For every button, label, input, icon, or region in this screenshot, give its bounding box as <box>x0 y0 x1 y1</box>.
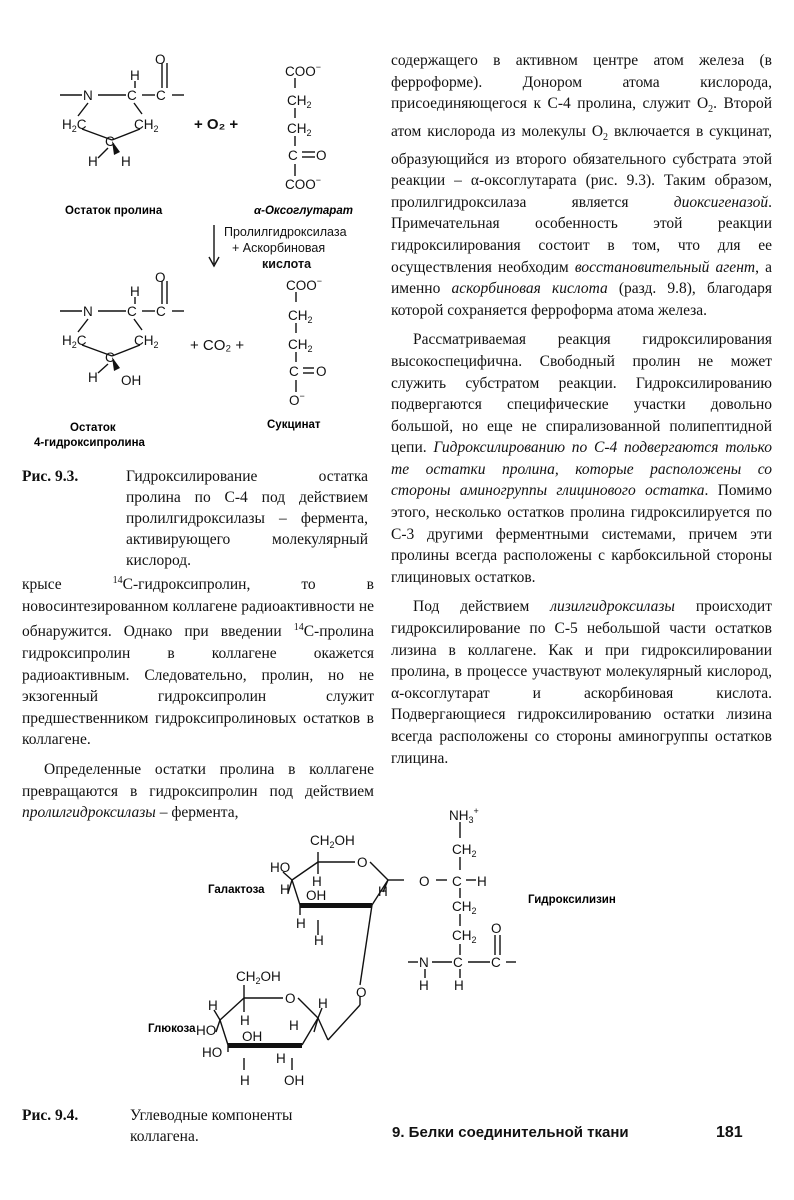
right-paragraph-2: Рассматриваемая реакция гидроксилирования высокоспецифична. Свободный пролин не может служить субстратом реакции. Гидроксилированию подвергаются специфические участки довольно большой, но еще не спирализованной полипептидной цепи. Гидроксилированию по С-4 подвергаются только те остатки пролина, которые расположены со стороны аминогруппы глицинового остатка. Помимо этого, несколько остатков пролина гидроксилируется по С-3 другими ферментными системами, причем эти пролины всегда расположены с карбоксильной стороны глициновых остатков. <box>391 331 772 586</box>
svg-text:N: N <box>83 88 93 103</box>
svg-text:N: N <box>419 955 429 970</box>
svg-text:O: O <box>419 874 430 889</box>
caption-text: Гидроксилирование остатка пролина по С-4 под действием пролилгидроксилазы – фермента, активирующего молекулярный кислород. <box>126 468 368 569</box>
svg-text:O: O <box>285 991 296 1006</box>
svg-text:H: H <box>121 154 131 169</box>
svg-text:C: C <box>156 88 166 103</box>
svg-text:C: C <box>288 148 298 163</box>
svg-text:CH2: $CH_2$ <box>288 337 313 354</box>
svg-text:H: H <box>280 882 290 897</box>
svg-text:HO: HO <box>270 860 291 875</box>
svg-text:CH2: $CH_2$ <box>288 308 313 325</box>
caption-label: Рис. 9.3. <box>22 468 79 485</box>
svg-text:C: C <box>127 304 137 319</box>
svg-text:H: H <box>314 933 324 948</box>
svg-text:CH2: $CH_2$ <box>287 121 312 138</box>
svg-text:H: H <box>130 68 140 83</box>
svg-text:OH: OH <box>242 1029 263 1044</box>
svg-text:O: O <box>316 364 327 379</box>
svg-text:H: H <box>312 874 322 889</box>
svg-text:OH: OH <box>121 373 142 388</box>
svg-text:H: H <box>477 874 487 889</box>
left-paragraph-2: Определенные остатки пролина в коллагене превращаются в гидроксипролин под действием пролилгидроксилазы – фермента, <box>22 761 374 822</box>
svg-text:CH2: $CH_2$ <box>134 333 159 350</box>
svg-text:O−: O− <box>289 391 305 408</box>
svg-text:H2C: $H_2C$ <box>62 117 87 134</box>
proline-label: Остаток пролина <box>65 205 163 217</box>
svg-text:H: H <box>419 978 429 993</box>
enzyme-line-1: Пролилгидроксилаза <box>224 225 347 239</box>
svg-text:H: H <box>240 1073 250 1088</box>
hydroxyproline-label-1: Остаток <box>70 422 116 434</box>
svg-text:C: C <box>105 134 115 149</box>
svg-text:H: H <box>208 998 218 1013</box>
svg-text:NH3+: $NH_3^+$ <box>449 806 479 825</box>
svg-text:H: H <box>130 284 140 299</box>
caption-label: Рис. 9.4. <box>22 1107 79 1124</box>
svg-text:O: O <box>155 270 166 285</box>
hydroxylysine-label: Гидроксилизин <box>528 894 616 906</box>
enzyme-line-3: кислота <box>262 257 312 271</box>
svg-text:CH2OH: $CH_2OH$ <box>236 969 281 986</box>
figure-9-3 <box>0 0 390 465</box>
chapter-title: 9. Белки соединительной ткани <box>392 1124 629 1141</box>
figure-9-3-caption <box>22 466 372 569</box>
svg-text:CH2: $CH_2$ <box>452 899 477 916</box>
svg-text:C: C <box>289 364 299 379</box>
svg-text:H: H <box>378 884 388 899</box>
svg-text:COO−: COO− <box>285 62 322 79</box>
svg-text:HO: HO <box>196 1023 217 1038</box>
figure-9-4 <box>0 795 794 1100</box>
svg-text:HO: HO <box>202 1045 223 1060</box>
svg-text:C: C <box>453 955 463 970</box>
svg-text:O: O <box>357 855 368 870</box>
oxoglutarate-label: α-Оксоглутарат <box>254 205 353 217</box>
svg-text:H: H <box>88 370 98 385</box>
svg-text:O: O <box>491 921 502 936</box>
enzyme-line-2: + Аскорбиновая <box>232 241 326 255</box>
svg-text:C: C <box>452 874 462 889</box>
svg-text:H: H <box>296 916 306 931</box>
left-column <box>22 570 374 832</box>
svg-text:H: H <box>240 1013 250 1028</box>
svg-text:C: C <box>156 304 166 319</box>
figure-9-4-caption <box>22 1105 362 1155</box>
galactose-label: Галактоза <box>208 884 265 896</box>
hydroxyproline-label-2: 4-гидроксипролина <box>34 437 145 449</box>
svg-text:H: H <box>276 1051 286 1066</box>
svg-text:O: O <box>356 985 367 1000</box>
svg-text:C: C <box>491 955 501 970</box>
svg-text:H: H <box>88 154 98 169</box>
svg-text:O: O <box>155 52 166 67</box>
svg-text:O: O <box>316 148 327 163</box>
left-paragraph-1: крысе $^{14}$С-гидроксипролин, то в новосинтезированном коллагене радиоактивности не обнаружится. Однако при введении $^{14}$С-пролина гидроксипролин в коллагене окажется радиоактивным. Следовательно, пролин, но не экзогенный гидроксипролин служит предшественником гидроксипролиновых остатков в коллагене. <box>22 575 374 749</box>
svg-text:CH2OH: $CH_2OH$ <box>310 833 355 850</box>
plus-co2: + CO₂ + <box>190 337 245 354</box>
plus-o2: + O₂ + <box>194 116 239 133</box>
svg-text:OH: OH <box>284 1073 305 1088</box>
right-paragraph-3: Под действием лизилгидроксилазы происходит гидроксилирование по С-5 небольшой части остатков лизина в коллагене. Как и при гидроксилировании пролина, в процессе участвуют молекулярный кислород, α-оксоглутарат и аскорбиновая кислота. Подвергающиеся гидроксилированию остатки лизина всегда расположены со стороны аминогруппы остатков глицина. <box>391 598 772 767</box>
svg-text:CH2: $CH_2$ <box>452 842 477 859</box>
page-number: 181 <box>716 1124 743 1141</box>
svg-text:CH2: $CH_2$ <box>287 93 312 110</box>
svg-text:C: C <box>105 350 115 365</box>
svg-text:CH2: $CH_2$ <box>134 117 159 134</box>
right-column <box>391 50 772 777</box>
svg-text:H2C: $H_2C$ <box>62 333 87 350</box>
right-paragraph-1: содержащего в активном центре атом железа (в ферроформе). Донором атома кислорода, присоединяющегося к С-4 пролина, служит $О_2$. Второй атом кислорода из молекулы $О_2$ включается в сукцинат, образующийся из второго обязательного субстрата этой реакции – α-оксоглутарата (рис. 9.3). Таким образом, пролилгидроксилаза является диоксигеназой. Примечательная особенность этой реакции гидроксилирования состоит в том, что для ее осуществления необходим восстановительный агент, а именно аскорбиновая кислота (разд. 9.8), благодаря которой сохраняется ферроформа атома железа. <box>391 52 772 319</box>
svg-text:OH: OH <box>306 888 327 903</box>
svg-text:CH2: $CH_2$ <box>452 928 477 945</box>
svg-text:H: H <box>454 978 464 993</box>
svg-text:H: H <box>318 996 328 1011</box>
caption-text: Углеводные компоненты коллагена. <box>130 1107 293 1145</box>
svg-text:H: H <box>289 1018 299 1033</box>
svg-text:COO−: COO− <box>285 175 322 192</box>
svg-text:COO−: COO− <box>286 276 323 293</box>
glucose-label: Глюкоза <box>148 1023 196 1035</box>
svg-text:N: N <box>83 304 93 319</box>
succinate-label: Сукцинат <box>267 419 321 431</box>
svg-text:C: C <box>127 88 137 103</box>
